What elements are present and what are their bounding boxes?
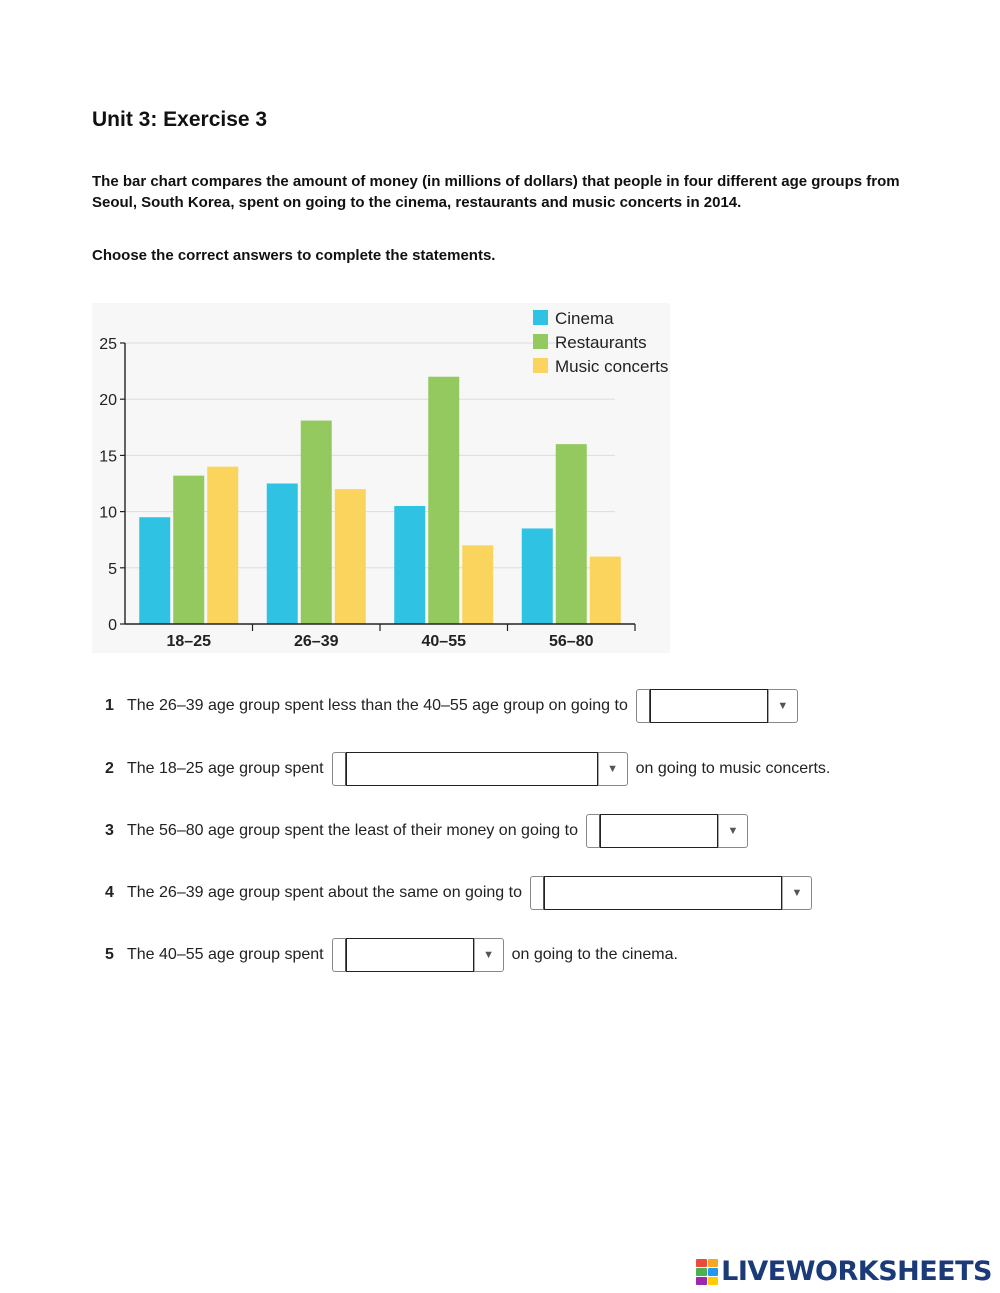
y-tick-label: 20 (99, 392, 117, 410)
x-tick-label: 40–55 (421, 633, 466, 650)
answer-dropdown-1[interactable] (636, 689, 798, 723)
question-text: The 26–39 age group spent less than the 40–55 age group on going to (127, 697, 628, 714)
caret-down-icon[interactable]: ▼ (598, 753, 627, 785)
legend-label: Restaurants (555, 333, 647, 352)
legend-swatch (533, 310, 548, 325)
caret-down-icon[interactable]: ▼ (782, 877, 811, 909)
bar-cinema (522, 528, 553, 624)
bar-music-concerts (590, 557, 621, 624)
intro-text: The bar chart compares the amount of money (in millions of dollars) that people in four different age groups from Seoul, South Korea, spent on going to the cinema, restaurants and music concerts in 2014. (92, 173, 900, 211)
bar-chart (92, 303, 682, 663)
y-tick-label: 25 (99, 336, 117, 353)
question-4 (92, 875, 812, 911)
bar-music-concerts (207, 467, 238, 624)
question-text: The 26–39 age group spent about the same on going to (127, 884, 522, 901)
question-text: The 56–80 age group spent the least of their money on going to (127, 822, 578, 839)
bar-music-concerts (462, 545, 493, 624)
question-number: 4 (105, 884, 114, 901)
liveworksheets-logo[interactable] (696, 1256, 992, 1287)
liveworksheets-logo-icon (696, 1259, 718, 1285)
bar-music-concerts (335, 489, 366, 624)
bar-restaurants (556, 444, 587, 624)
question-text: The 40–55 age group spent (127, 946, 324, 963)
legend-swatch (533, 334, 548, 349)
dropdown-value (600, 814, 718, 848)
dropdown-value (346, 752, 598, 786)
answer-dropdown-3[interactable] (586, 814, 748, 848)
caret-down-icon[interactable]: ▼ (474, 939, 503, 971)
question-text-after: on going to the cinema. (511, 946, 678, 963)
y-tick-label: 15 (99, 448, 117, 466)
question-5 (92, 937, 678, 973)
legend-label: Music concerts (555, 357, 669, 376)
question-number: 5 (105, 946, 114, 963)
y-tick-label: 5 (108, 560, 117, 578)
legend-swatch (533, 358, 548, 373)
answer-dropdown-5[interactable] (332, 938, 504, 972)
answer-dropdown-4[interactable] (530, 876, 812, 910)
question-number: 3 (105, 822, 114, 839)
question-1 (92, 688, 798, 724)
bar-cinema (394, 506, 425, 624)
bar-cinema (139, 517, 170, 624)
question-number: 1 (105, 697, 114, 714)
logo-text: LIVEWORKSHEETS (721, 1256, 992, 1287)
bar-restaurants (301, 421, 332, 624)
y-tick-label: 10 (99, 504, 117, 522)
dropdown-value (544, 876, 782, 910)
page-title: Unit 3: Exercise 3 (92, 108, 268, 131)
caret-down-icon[interactable]: ▼ (718, 815, 747, 847)
bar-restaurants (428, 377, 459, 624)
answer-dropdown-2[interactable] (332, 752, 628, 786)
x-tick-label: 18–25 (166, 633, 211, 650)
y-tick-label: 0 (108, 617, 117, 634)
dropdown-value (650, 689, 768, 723)
bar-restaurants (173, 476, 204, 624)
caret-down-icon[interactable]: ▼ (768, 690, 797, 722)
bar-cinema (267, 484, 298, 625)
legend-label: Cinema (555, 309, 614, 328)
x-tick-label: 26–39 (294, 633, 339, 650)
question-text-after: on going to music concerts. (635, 760, 831, 777)
dropdown-value (346, 938, 474, 972)
question-2 (92, 751, 830, 787)
question-3 (92, 813, 748, 849)
x-tick-label: 56–80 (549, 633, 594, 650)
instruction-text: Choose the correct answers to complete the statements. (92, 247, 496, 264)
question-number: 2 (105, 760, 114, 777)
question-text: The 18–25 age group spent (127, 760, 324, 777)
